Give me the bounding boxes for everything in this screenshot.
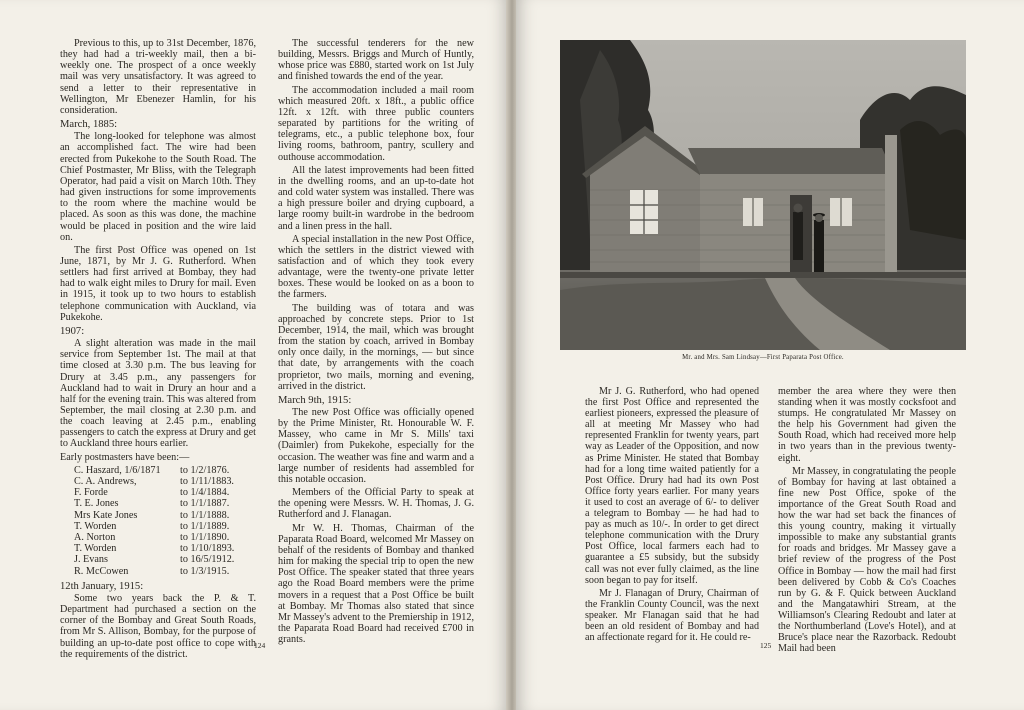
postmaster-name: F. Forde	[74, 487, 108, 499]
paragraph: Mr J. G. Rutherford, who had opened the first Post Office and represented the earliest pioneers, expressed the pleasure of all at meeting Mr Massey who had represented Franklin for twenty years, part way as Leader of the Opposition, and now as Prime Minister. He stated that Bombay had for a long time waited patiently for a Post Office. Drury had had its own Post Office forty years earlier. For many years it used to cost an average of 6/- to deliver a telegram to Bombay — he had had to pay as much as 10/-. In order to get direct telephone communication with the Drury Post Office, local farmers each had to guarantee a £5 subsidy, but the subsidy call was not ever fully claimed, as the line soon began to pay for itself.	[585, 386, 759, 586]
paragraph: Mr Massey, in congratulating the people of Bombay for having at last obtained a fine new Post Office, spoke of the importance of the Great South Road and how the war had set back the finances of this young country, making it virtually impossible to make any substantial grants for roads and bridges. Mr Massey gave a brief review of the progress of the Post Office in Bombay — how the mail had first been delivered by Cobb & Co's Coaches run by G. & F. Quick between Auckland and the Mangatawhiri Stream, at the Williamson's Clearing Redoubt and later at the Northumberland (Love's Hotel), and at Bruce's place near the Razorback. Redoubt Mail had been	[778, 465, 956, 655]
postmaster-name: A. Norton	[74, 532, 116, 543]
paragraph: The successful tenderers for the new building, Messrs. Briggs and Murch of Huntly, whose price was £880, started work on 1st July and finished towards the end of the year.	[278, 38, 474, 83]
date-heading: March, 1885:	[60, 119, 118, 131]
paragraph: A slight alteration was made in the mail service from September 1st. The mail at that time closed at 3.30 p.m. The bus leaving for Drury at 3.45 p.m., any passengers for Auckland had to wait in Drury an hour and a half for the evening train. This was altered from September, the mail closing at 2.30 p.m. and the coach leaving at 2.45 p.m., enabling passengers to catch the express at Drury and get to Auckland three hours earlier.	[60, 338, 256, 450]
paragraph: The first Post Office was opened on 1st June, 1871, by Mr J. G. Rutherford. When settlers had first arrived at Bombay, they had had to walk eight miles to Drury for mail. Even in 1915, it took up to two hours to establish telephone communication with Auckland, via Pukekohe.	[60, 244, 256, 323]
paragraph: member the area where they were then standing when it was mostly cocksfoot and stumps. He congratulated Mr Massey on the help his Government had given the South Road, which had received more help in two years than in the previous twenty-eight.	[778, 386, 956, 464]
left-page	[0, 0, 508, 710]
left-column-1	[60, 38, 256, 662]
table-row	[74, 476, 234, 487]
postmaster-date: to 1/4/1884.	[180, 487, 230, 499]
postmaster-name: C. Haszard, 1/6/1871	[74, 464, 161, 476]
left-column-2	[278, 38, 474, 647]
table-row	[74, 521, 234, 532]
table-row	[74, 487, 234, 498]
postmaster-date: to 1/2/1876.	[180, 464, 230, 476]
post-office-photo	[560, 40, 966, 350]
postmaster-date: to 1/1/1887.	[180, 498, 230, 510]
paragraph: Some two years back the P. & T. Department had purchased a section on the corner of the Bombay and Great South Roads, from Mr S. Allison, Bombay, for the purpose of building an up-to-date post office to cope with the requirements of the district.	[60, 592, 256, 660]
paragraph: All the latest improvements had been fitted in the dwelling rooms, and an up-to-date hot and cold water system was installed. There was a high pressure boiler and drying cupboard, a large roomy built-in wardrobe in the bedroom and a linen press in the hall.	[278, 164, 474, 232]
postmaster-date: to 16/5/1912.	[180, 554, 235, 566]
postmaster-name: J. Evans	[74, 554, 108, 566]
paragraph: Previous to this, up to 31st December, 1876, they had had a tri-weekly mail, then a bi-weekly one. The prospect of a once weekly mail was very unsatisfactory. It was agreed to send a letter to their representative in Wellington, Mr Ebenezer Hamlin, for his consideration.	[60, 38, 256, 116]
postmaster-name: T. Worden	[74, 543, 117, 555]
postmaster-date: to 1/1/1889.	[180, 520, 230, 532]
date-heading: March 9th, 1915:	[278, 394, 352, 406]
paragraph: Mr J. Flanagan of Drury, Chairman of the Franklin County Council, was the next speaker. Mr Flanagan said that he had been an old resident of Bombay and had an affectionate regard for it. He could re-	[585, 587, 759, 644]
paragraph: The accommodation included a mail room which measured 20ft. x 18ft., a public office 12ft. x 12ft. with three public counters separated by partitions for the writing of telegrams, etc., a public telephone box, four living rooms, bathroom, pantry, scullery and outhouse accommodation.	[278, 84, 474, 163]
paragraph: Mr W. H. Thomas, Chairman of the Paparata Road Board, welcomed Mr Massey on behalf of the residents of Bombay and thanked him for making the special trip to open the new Post Office. The speaker stated that three years ago the Road Board members were the prime movers in a request that a Post Office be built at Bombay. Mr Thomas also stated that since Mr Massey's advent to the Premiership in 1912, the Paparata Road Board had received £700 in grants.	[278, 522, 474, 646]
postmaster-date: to 1/1/1890.	[180, 532, 230, 543]
postmaster-name: T. Worden	[74, 520, 117, 532]
table-row	[74, 498, 234, 509]
postmaster-name: T. E. Jones	[74, 498, 119, 510]
paragraph: Members of the Official Party to speak at the opening were Messrs. W. H. Thomas, J. G. Rutherford and J. Flanagan.	[278, 487, 474, 521]
paragraph: The long-looked for telephone was almost an accomplished fact. The wire had been erected from Pukekohe to the South Road. The Chief Postmaster, Mr Bliss, with the Telegraph Operator, had paid a visit on March 10th. They had given instructions for some improvements to the room where the machine would be placed. As soon as this was done, the machine would be placed in position and the wire laid on.	[60, 131, 256, 243]
right-column-1	[585, 386, 759, 645]
right-column-2	[778, 386, 956, 656]
table-row	[74, 554, 234, 565]
paragraph: A special installation in the new Post Office, which the settlers in the district viewed with satisfaction and of which they took every advantage, were the twenty-one private letter boxes. These would be looked on as a boon to the farmers.	[278, 233, 474, 301]
postmaster-date: to 1/3/1915.	[180, 565, 230, 577]
paragraph: The new Post Office was officially opened by the Prime Minister, Rt. Honourable W. F. Massey, who came in Mr S. Mills' taxi (Daimler) from Pukekohe, especially for the occasion. The weather was fine and warm and a large number of residents had assembled for this notable occasion.	[278, 407, 474, 485]
table-row	[74, 465, 234, 476]
paragraph: The building was of totara and was approached by concrete steps. Prior to 1st December, 1914, the mail, which was brought from the station by coach, arrived in Bombay only once daily, in the mornings, — but since that date, by arrangements with the coach proprietor, two mails, morning and evening, arrived in the district.	[278, 302, 474, 392]
table-row	[74, 566, 234, 577]
postmaster-date: to 1/10/1893.	[180, 543, 235, 555]
postmaster-date: to 1/1/1888.	[180, 509, 230, 521]
postmaster-date: to 1/11/1883.	[180, 475, 234, 487]
postmaster-name: R. McCowen	[74, 565, 129, 577]
postmasters-table	[74, 465, 234, 577]
table-row	[74, 543, 234, 554]
date-heading: 12th January, 1915:	[60, 580, 144, 592]
table-row	[74, 532, 234, 543]
photo-caption: Mr. and Mrs. Sam Lindsay—First Paparata Post Office.	[682, 354, 844, 361]
page-number: 124	[254, 641, 266, 650]
page-number: 125	[760, 641, 772, 650]
postmaster-name: C. A. Andrews,	[74, 475, 137, 487]
date-heading: 1907:	[60, 325, 85, 337]
postmaster-name: Mrs Kate Jones	[74, 509, 138, 521]
list-intro: Early postmasters have been:—	[60, 451, 190, 463]
table-row	[74, 510, 234, 521]
